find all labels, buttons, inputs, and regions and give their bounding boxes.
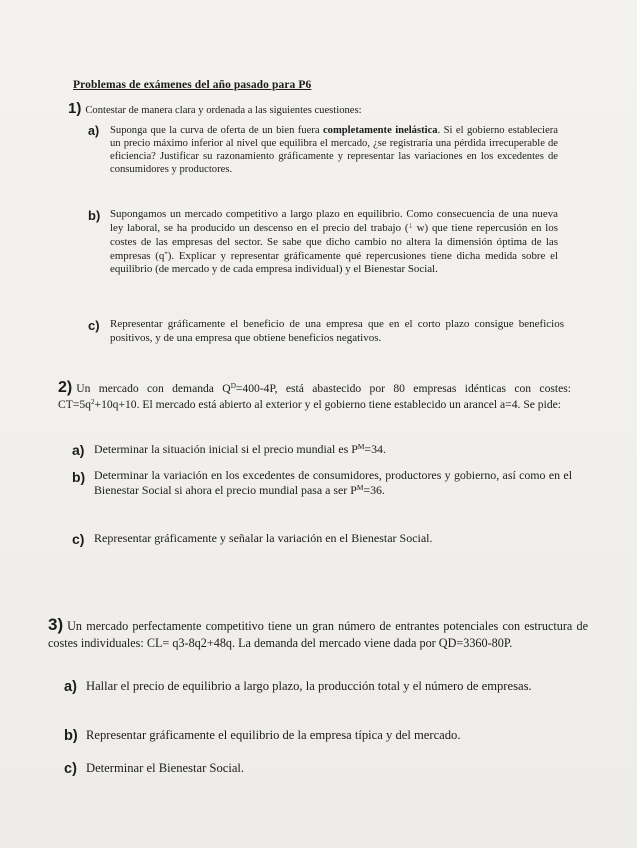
question-1-number: 1) xyxy=(68,100,82,117)
item-label: c) xyxy=(64,761,77,777)
item-text: Representar gráficamente el beneficio de una empresa que en el corto plazo consigue beneficios positivos, y de una empresa que obtiene beneficios negativos. xyxy=(110,318,564,344)
question-1-item-c xyxy=(88,318,564,346)
item-label: b) xyxy=(64,728,78,744)
item-text: Determinar el Bienestar Social. xyxy=(86,761,245,775)
item-text: Determinar la variación en los excedentes de consumidores, productores y gobierno, así como en el Bienestar Social si ahora el precio mundial pasa a ser $P^M=36$. xyxy=(94,468,572,498)
question-2-number: 2) xyxy=(58,379,73,396)
item-label: b) xyxy=(72,469,86,485)
item-label: c) xyxy=(88,318,100,333)
question-1-item-a xyxy=(88,124,558,177)
item-text: Supongamos un mercado competitivo a largo plazo en equilibrio. Como consecuencia de una nueva ley laboral, se ha producido un descenso en el precio del trabajo (↓ w) que tiene repercusión en los costes de las empresas del sector. Se sabe que dicho cambio no altera la dimensión óptima de las empresas (q*). Explicar y representar gráficamente qué repercusiones tiene dicha medida sobre el equilibrio (de mercado y de cada empresa individual) y el Bienestar Social. xyxy=(110,208,558,276)
item-label: a) xyxy=(88,124,100,138)
item-label: a) xyxy=(72,442,85,458)
question-3-item-c xyxy=(64,760,588,776)
item-label: b) xyxy=(88,208,101,223)
question-2-item-c xyxy=(72,531,572,546)
item-text: Representar gráficamente el equilibrio de la empresa típica y del mercado. xyxy=(86,728,461,742)
question-2-item-a xyxy=(72,442,572,457)
question-1 xyxy=(68,100,558,118)
item-text: Determinar la situación inicial si el precio mundial es $P^M=34$. xyxy=(94,441,386,456)
question-3-item-b xyxy=(64,727,588,743)
item-label: a) xyxy=(64,679,77,695)
item-text: Hallar el precio de equilibrio a largo plazo, la producción total y el número de empresas. xyxy=(86,679,532,693)
question-2-item-b xyxy=(72,468,572,499)
item-label: c) xyxy=(72,531,85,547)
item-text: Representar gráficamente y señalar la variación en el Bienestar Social. xyxy=(94,531,433,545)
question-1-item-b xyxy=(88,208,558,277)
question-1-intro-text: Contestar de manera clara y ordenada a las siguientes cuestiones: xyxy=(85,105,362,116)
document-title: Problemas de exámenes del año pasado para P6 xyxy=(73,79,312,91)
question-3-item-a xyxy=(64,678,588,694)
question-1-intro xyxy=(68,100,558,118)
question-3: 3) Un mercado perfectamente competitivo tiene un gran número de entrantes potenciales con estructura de costes individuales: CL= q3-8q2+48q. La demanda del mercado viene dada por QD=3360-80P. xyxy=(48,615,588,650)
question-2: 2) Un mercado con demanda $Q^D=400-4P$, está abastecido por 80 empresas idénticas con costes: $CT=5q^2+10q+10$. El mercado está abierto al exterior y el gobierno tiene establecido un arancel a=4. Se pide: xyxy=(58,379,571,412)
question-3-number: 3) xyxy=(48,615,64,634)
item-text: Suponga que la curva de oferta de un bien fuera completamente inelástica. Si el gobierno estableciera un precio máximo inferior al nivel que equilibra el mercado, ¿se registraría una pérdida irrecuperable de eficiencia? Justificar su razonamiento gráficamente y representar las variaciones en los excedentes de consumidores y productores. xyxy=(110,125,558,176)
